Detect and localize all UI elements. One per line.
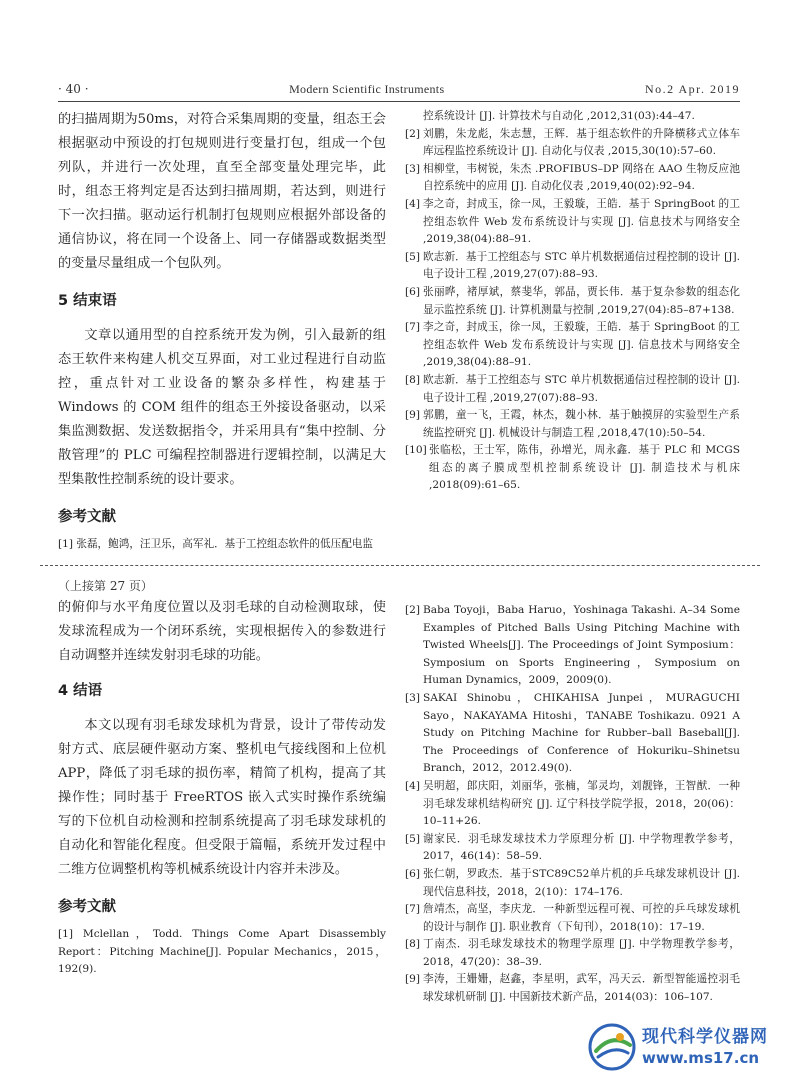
reference-text: 刘鹏，朱龙彪，朱志慧，王辉．基于组态软件的升降横移式立体车库远程监控系统设计 [J]. 自动化与仪表 ,2015,30(10):57–60. bbox=[423, 127, 740, 158]
reference-number: [8] bbox=[405, 938, 421, 951]
journal-name: Modern Scientific Instruments bbox=[289, 81, 445, 96]
top-reference-1-text: [1] 张磊，鲍鸿，汪卫乐，高军礼．基于工控组态软件的低压配电监 bbox=[58, 538, 373, 550]
reference-item bbox=[405, 442, 740, 495]
top-reference-list bbox=[405, 126, 740, 495]
reference-item bbox=[405, 866, 740, 901]
bottom-section-title: 4 结语 bbox=[58, 683, 103, 699]
reference-text: 欧志新．基于工控组态与 STC 单片机数据通信过程控制的设计 [J]. 电子设计工程 ,2019,27(07):88–93. bbox=[423, 250, 740, 281]
reference-item bbox=[405, 901, 740, 936]
continued-from-note: （上接第 27 页） bbox=[58, 579, 153, 593]
reference-text: 李之奇，封成玉，徐一凤，王毅璇，王皓．基于 SpringBoot 的工控组态软件 Web 发布系统设计与实现 [J]. 信息技术与网络安全 ,2019,38(04):88–91. bbox=[423, 197, 740, 246]
bottom-paragraph-2: 本文以现有羽毛球发球机为背景，设计了带传动发射方式、底层硬件驱动方案、整机电气接线图和上位机 APP，降低了羽毛球的损伤率，精简了机构，提高了其操作性；同时基于 FreeRTOS 嵌入式实时操作系统编写的下位机自动检测和控制系统提高了羽毛球发球机的自动化和智能化程度。但受限于篇幅，系统开发过程中二维方位调整机构等机械系统设计内容并未涉及。 bbox=[58, 718, 386, 877]
reference-number: [5] bbox=[405, 832, 421, 845]
top-reference-1-continued bbox=[405, 108, 740, 126]
top-paragraph-1: 的扫描周期为50ms，对符合采集周期的变量，组态王会根据驱动中预设的打包规则进行变量打包，组成一个包列队，并进行一次处理，直至全部变量处理完毕，此时，组态王将判定是否达到扫描周期，若达到，则进行下一次扫描。驱动运行机制打包规则应根据外部设备的通信协议，将在同一个设备上、同一存储器或数据类型的变量尽量组成一个包队列。 bbox=[58, 112, 386, 271]
reference-text: 张丽晔，褚厚斌，蔡斐华，郭晶，贾长伟．基于复杂参数的组态化显示监控系统 [J]. 计算机测量与控制 ,2019,27(04):85–87+138. bbox=[423, 285, 740, 316]
bottom-references-title: 参考文献 bbox=[58, 899, 116, 915]
article-divider bbox=[40, 565, 760, 566]
reference-number: [3] bbox=[405, 162, 421, 175]
reference-number: [6] bbox=[405, 285, 421, 298]
bottom-reference-list bbox=[405, 602, 740, 1007]
reference-text: 相柳堂，韦树锐，朱杰 .PROFIBUS–DP 网络在 AAO 生物反应池自控系统中的应用 [J]. 自动化仪表 ,2019,40(02):92–94. bbox=[423, 162, 740, 193]
bottom-reference-1-text: [1] Mclellan，Todd. Things Come Apart Disassembly Report：Pitching Machine[J]. Popular Mechanics，2015，192(9). bbox=[58, 928, 386, 976]
logo-globe-icon bbox=[586, 1021, 638, 1073]
reference-number: [4] bbox=[405, 197, 421, 210]
top-reference-1-cont-text: 控系统设计 [J]. 计算技术与自动化 ,2012,31(03):44–47. bbox=[423, 110, 695, 122]
logo-url[interactable]: www.ms17.cn bbox=[642, 1049, 760, 1067]
bottom-reference-1 bbox=[58, 926, 386, 979]
reference-number: [3] bbox=[405, 691, 421, 704]
reference-item bbox=[405, 284, 740, 319]
reference-text: 丁南杰．羽毛球发球技术的物理学原理 [J]. 中学物理教学参考，2018，47(20)：38–39. bbox=[423, 938, 740, 968]
reference-item bbox=[405, 126, 740, 161]
reference-item bbox=[405, 971, 740, 1006]
site-logo bbox=[586, 1019, 786, 1075]
reference-item bbox=[405, 936, 740, 971]
reference-number: [9] bbox=[405, 409, 421, 422]
logo-title: 现代科学仪器网 bbox=[642, 1027, 768, 1047]
reference-text: 李涛，王姗姗，赵鑫，李星明，武军，冯天云．新型智能遥控羽毛球发球机研制 [J]. 中国新技术新产品，2014(03)：106–107. bbox=[423, 973, 740, 1004]
header-rule bbox=[58, 101, 740, 102]
reference-text: 詹靖杰，高坚，李庆龙．一种新型远程可视、可控的乒乓球发球机的设计与制作 [J]. 职业教育（下旬刊），2018(10)：17–19. bbox=[423, 903, 740, 933]
reference-text: 欧志新．基于工控组态与 STC 单片机数据通信过程控制的设计 [J]. 电子设计工程 ,2019,27(07):88–93. bbox=[423, 373, 740, 404]
reference-item bbox=[405, 690, 740, 778]
top-left-column bbox=[58, 108, 386, 554]
top-reference-1 bbox=[58, 536, 386, 554]
reference-number: [2] bbox=[405, 604, 421, 616]
reference-item bbox=[405, 196, 740, 249]
reference-text: 张仁朝，罗政杰．基于STC89C52单片机的乒乓球发球机设计 [J]. 现代信息科技，2018，2(10)：174–176. bbox=[423, 867, 740, 898]
page-header bbox=[58, 78, 740, 100]
bottom-left-column bbox=[58, 576, 386, 979]
reference-number: [4] bbox=[405, 779, 421, 792]
reference-number: [6] bbox=[405, 867, 421, 880]
page-number: · 40 · bbox=[58, 82, 89, 96]
reference-item bbox=[405, 319, 740, 372]
reference-text: 吴明超，郎庆阳，刘丽华，张楠，邹灵均，刘靓锋，王智猷．一种羽毛球发球机结构研究 [J]. 辽宁科技学院学报，2018，20(06)：10–11+26. bbox=[423, 779, 740, 828]
reference-item bbox=[405, 831, 740, 866]
reference-text: 张临松，王士军，陈伟，孙增光，周永鑫．基于 PLC 和 MCGS 组态的离子膜成型机控制系统设计 [J]. 制造技术与机床 ,2018(09):61–65. bbox=[429, 444, 740, 492]
reference-number: [5] bbox=[405, 250, 421, 263]
bottom-right-column bbox=[405, 602, 740, 1007]
reference-number: [9] bbox=[405, 973, 421, 986]
reference-number: [2] bbox=[405, 127, 421, 140]
reference-item bbox=[405, 161, 740, 196]
top-references-title: 参考文献 bbox=[58, 509, 116, 525]
reference-item bbox=[405, 778, 740, 831]
reference-item bbox=[405, 372, 740, 407]
reference-text: 李之奇，封成玉，徐一凤，王毅璇，王皓．基于 SpringBoot 的工控组态软件 Web 发布系统设计与实现 [J]. 信息技术与网络安全 ,2019,38(04):88–91. bbox=[423, 321, 740, 369]
reference-text: SAKAI Shinobu，CHIKAHISA Junpei，MURAGUCHI Sayo，NAKAYAMA Hitoshi，TANABE Toshikazu. 0921 A Study on Pitching Machine for Rubber–ball Baseball[J]. The Proceedings of Conference of Hokuriku–Shinetsu Branch，2012，2012.49(0). bbox=[423, 691, 740, 775]
reference-number: [10] bbox=[405, 444, 427, 457]
reference-number: [8] bbox=[405, 373, 421, 386]
reference-item bbox=[405, 602, 740, 690]
reference-number: [7] bbox=[405, 321, 421, 334]
top-section-title: 5 结束语 bbox=[58, 293, 117, 309]
reference-text: 谢家民．羽毛球发球技术力学原理分析 [J]. 中学物理教学参考，2017，46(14)：58–59. bbox=[423, 832, 740, 863]
top-paragraph-2: 文章以通用型的自控系统开发为例，引入最新的组态王软件来构建人机交互界面，对工业过程进行自动监控，重点针对工业设备的繁杂多样性，构建基于 Windows 的 COM 组件的组态王外接设备驱动，以采集监测数据、发送数据指令，并采用具有“集中控制、分散管理”的 PLC 可编程控制器进行逻辑控制，以满足大型集散性控制系统的设计要求。 bbox=[58, 328, 386, 487]
issue-info: No.2 Apr. 2019 bbox=[644, 81, 740, 96]
reference-item bbox=[405, 407, 740, 442]
top-right-column bbox=[405, 108, 740, 495]
bottom-paragraph-1: 的俯仰与水平角度位置以及羽毛球的自动检测取球，使发球流程成为一个闭环系统，实现根据传入的参数进行自动调整并连续发射羽毛球的功能。 bbox=[58, 600, 386, 663]
reference-text: Baba Toyoji，Baba Haruo，Yoshinaga Takashi. A–34 Some Examples of Pitched Balls Using Pitching Machine with Twisted Wheels[J]. The Proceedings of Joint Symposium：Symposium on Sports Engineering，Symposium on Human Dynamics，2009，2009(0). bbox=[423, 604, 740, 687]
reference-number: [7] bbox=[405, 903, 421, 916]
reference-item bbox=[405, 249, 740, 284]
reference-text: 郭鹏，童一飞，王霞，林杰，魏小林．基于触摸屏的实验型生产系统监控研究 [J]. 机械设计与制造工程 ,2018,47(10):50–54. bbox=[423, 409, 740, 439]
